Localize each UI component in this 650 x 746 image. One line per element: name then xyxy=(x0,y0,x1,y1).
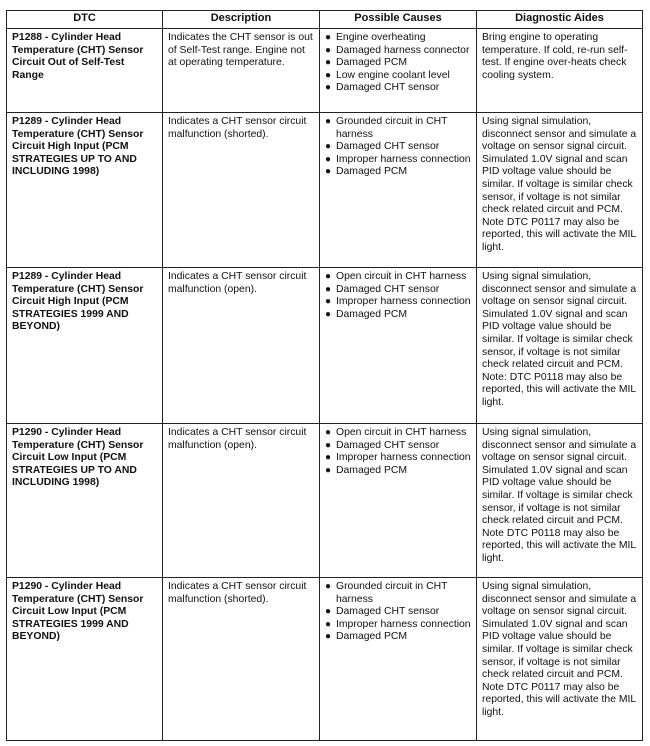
causes-cell xyxy=(320,113,477,268)
bullet-icon: ● xyxy=(325,439,332,451)
cause-text: Improper harness connection xyxy=(336,296,471,308)
diagnostic-aides-cell: Bring engine to operating temperature. If cold, re-run self-test. If engine over-heats check cooling system. xyxy=(477,29,643,113)
bullet-icon: ● xyxy=(325,296,332,308)
description-cell: Indicates the CHT sensor is out of Self-Test range. Engine not at operating temperature. xyxy=(163,29,320,113)
cause-item xyxy=(325,631,473,644)
table-row xyxy=(7,113,643,268)
causes-list xyxy=(325,116,473,179)
table-row xyxy=(7,578,643,741)
cause-item xyxy=(325,141,473,154)
cause-text: Grounded circuit in CHT harness xyxy=(336,581,448,605)
bullet-icon: ● xyxy=(325,69,332,81)
cause-text: Damaged CHT sensor xyxy=(336,439,440,451)
dtc-table xyxy=(6,10,643,741)
cause-text: Damaged PCM xyxy=(336,464,408,476)
dtc-cell: P1289 - Cylinder Head Temperature (CHT) Sensor Circuit High Input (PCM STRATEGIES 1999 AND BEYOND) xyxy=(7,268,163,424)
table-row xyxy=(7,29,643,113)
bullet-icon: ● xyxy=(325,452,332,464)
causes-cell xyxy=(320,578,477,741)
bullet-icon: ● xyxy=(325,581,332,592)
diagnostic-aides-cell: Using signal simulation, disconnect sensor and simulate a voltage on sensor signal circuit. Simulated 1.0V signal and scan PID voltage value should be similar. If voltage is similar check sensor, if voltage is not similar check related circuit and PCM. Note DTC P0118 may also be reported, this will activate the MIL light. xyxy=(477,424,643,578)
cause-item xyxy=(325,45,473,58)
dtc-cell: P1290 - Cylinder Head Temperature (CHT) Sensor Circuit Low Input (PCM STRATEGIES UP TO AND INCLUDING 1998) xyxy=(7,424,163,578)
cause-item xyxy=(325,440,473,453)
causes-cell xyxy=(320,424,477,578)
cause-text: Damaged CHT sensor xyxy=(336,606,440,618)
diagnostic-aides-cell: Using signal simulation, disconnect sensor and simulate a voltage on sensor signal circuit. Simulated 1.0V signal and scan PID voltage value should be similar. If voltage is similar check sensor, if voltage is not similar check related circuit and PCM. Note DTC P0117 may also be reported, this will activate the MIL light. xyxy=(477,113,643,268)
description-cell: Indicates a CHT sensor circuit malfunction (open). xyxy=(163,268,320,424)
cause-item xyxy=(325,271,473,284)
cause-text: Improper harness connection xyxy=(336,618,471,630)
cause-item xyxy=(325,619,473,632)
bullet-icon: ● xyxy=(325,57,332,69)
cause-text: Damaged PCM xyxy=(336,631,408,643)
bullet-icon: ● xyxy=(325,427,332,438)
causes-list xyxy=(325,271,473,321)
cause-item xyxy=(325,284,473,297)
description-cell: Indicates a CHT sensor circuit malfunction (shorted). xyxy=(163,578,320,741)
cause-item xyxy=(325,309,473,322)
header-row xyxy=(7,11,643,29)
cause-item xyxy=(325,82,473,95)
cause-text: Damaged PCM xyxy=(336,57,408,69)
bullet-icon: ● xyxy=(325,464,332,476)
bullet-icon: ● xyxy=(325,308,332,320)
cause-item xyxy=(325,581,473,606)
bullet-icon: ● xyxy=(325,82,332,94)
cause-text: Damaged CHT sensor xyxy=(336,82,440,94)
description-cell: Indicates a CHT sensor circuit malfunction (open). xyxy=(163,424,320,578)
bullet-icon: ● xyxy=(325,141,332,153)
table-header xyxy=(7,11,643,29)
table-body xyxy=(7,29,643,741)
diagnostic-aides-cell: Using signal simulation, disconnect sensor and simulate a voltage on sensor signal circuit. Simulated 1.0V signal and scan PID voltage value should be similar. If voltage is similar check sensor, if voltage is not similar check related circuit and PCM. Note DTC P0117 may also be reported, this will activate the MIL light. xyxy=(477,578,643,741)
bullet-icon: ● xyxy=(325,32,332,43)
bullet-icon: ● xyxy=(325,631,332,643)
causes-list xyxy=(325,427,473,477)
dtc-cell: P1290 - Cylinder Head Temperature (CHT) Sensor Circuit Low Input (PCM STRATEGIES 1999 AND BEYOND) xyxy=(7,578,163,741)
bullet-icon: ● xyxy=(325,44,332,56)
cause-text: Damaged CHT sensor xyxy=(336,141,440,153)
cause-text: Open circuit in CHT harness xyxy=(336,427,467,438)
bullet-icon: ● xyxy=(325,116,332,127)
causes-list xyxy=(325,32,473,95)
bullet-icon: ● xyxy=(325,618,332,630)
cause-item xyxy=(325,154,473,167)
causes-list xyxy=(325,581,473,644)
bullet-icon: ● xyxy=(325,153,332,165)
table-row xyxy=(7,268,643,424)
header-possible-causes: Possible Causes xyxy=(320,11,477,29)
causes-cell xyxy=(320,268,477,424)
bullet-icon: ● xyxy=(325,271,332,282)
cause-item xyxy=(325,427,473,440)
cause-item xyxy=(325,57,473,70)
cause-item xyxy=(325,296,473,309)
cause-text: Damaged PCM xyxy=(336,166,408,178)
dtc-cell: P1289 - Cylinder Head Temperature (CHT) Sensor Circuit High Input (PCM STRATEGIES UP TO AND INCLUDING 1998) xyxy=(7,113,163,268)
cause-text: Damaged harness connector xyxy=(336,44,470,56)
header-description: Description xyxy=(163,11,320,29)
cause-item xyxy=(325,465,473,478)
cause-text: Engine overheating xyxy=(336,32,426,43)
bullet-icon: ● xyxy=(325,606,332,618)
causes-cell xyxy=(320,29,477,113)
table-row xyxy=(7,424,643,578)
bullet-icon: ● xyxy=(325,283,332,295)
cause-item xyxy=(325,452,473,465)
cause-item xyxy=(325,70,473,83)
cause-text: Low engine coolant level xyxy=(336,69,450,81)
header-diagnostic-aides: Diagnostic Aides xyxy=(477,11,643,29)
cause-text: Improper harness connection xyxy=(336,153,471,165)
description-cell: Indicates a CHT sensor circuit malfunction (shorted). xyxy=(163,113,320,268)
cause-item xyxy=(325,606,473,619)
cause-item xyxy=(325,32,473,45)
dtc-cell: P1288 - Cylinder Head Temperature (CHT) Sensor Circuit Out of Self-Test Range xyxy=(7,29,163,113)
cause-text: Grounded circuit in CHT harness xyxy=(336,116,448,140)
cause-text: Open circuit in CHT harness xyxy=(336,271,467,282)
header-dtc: DTC xyxy=(7,11,163,29)
diagnostic-aides-cell: Using signal simulation, disconnect sensor and simulate a voltage on sensor signal circuit. Simulated 1.0V signal and scan PID voltage value should be similar. If voltage is similar check sensor, if voltage is not similar check related circuit and PCM. Note: DTC P0118 may also be reported, this will activate the MIL light. xyxy=(477,268,643,424)
cause-text: Damaged PCM xyxy=(336,308,408,320)
bullet-icon: ● xyxy=(325,166,332,178)
cause-text: Improper harness connection xyxy=(336,452,471,464)
cause-item xyxy=(325,166,473,179)
cause-item xyxy=(325,116,473,141)
cause-text: Damaged CHT sensor xyxy=(336,283,440,295)
